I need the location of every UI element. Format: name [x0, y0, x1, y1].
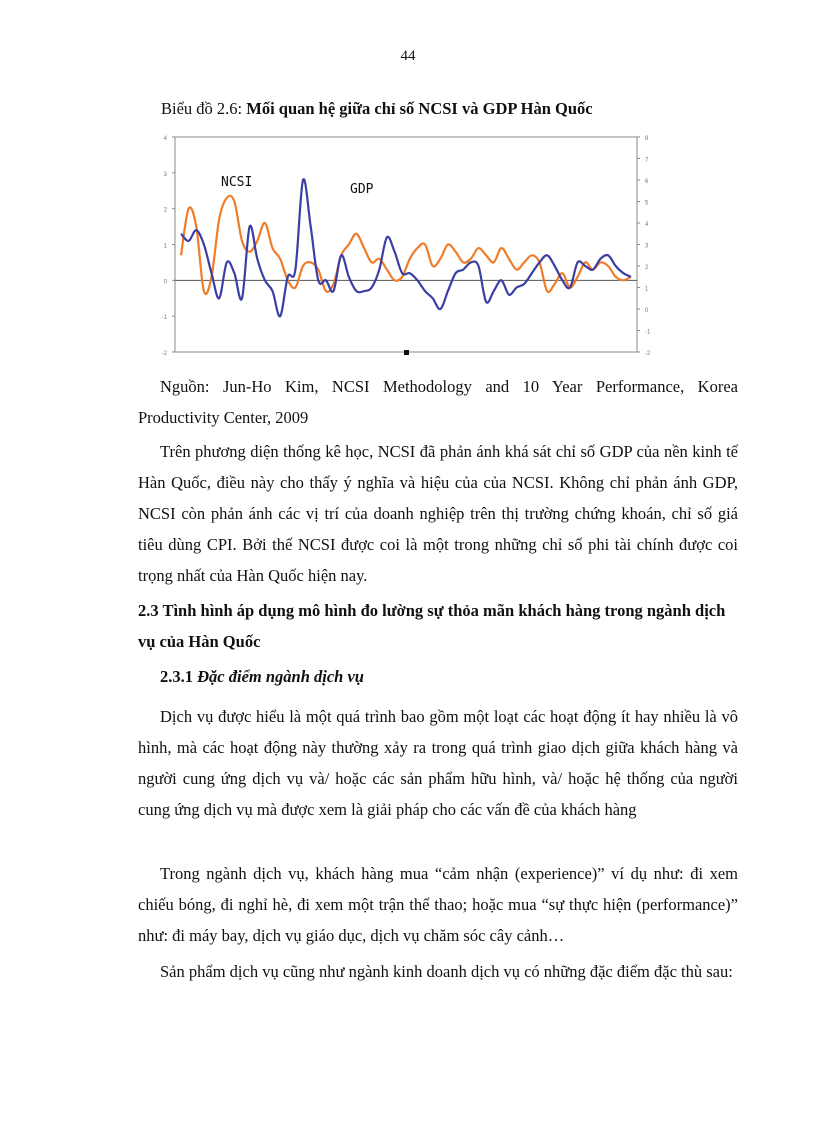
section-title: Đặc điểm ngành dịch vụ: [197, 667, 364, 686]
paragraph-service-experience: Trong ngành dịch vụ, khách hàng mua “cảm nhận (experience)” ví dụ như: đi xem chiếu bóng, đi nghỉ hè, đi xem một trận thể thao; hoặc mua “sự thực hiện (performance)” như: đi máy bay, dịch vụ giáo dục, dịch vụ chăm sóc cây cảnh…: [138, 864, 738, 945]
right-tick-label: 7: [645, 157, 649, 164]
page-number: 44: [400, 48, 416, 64]
figure-source: Nguồn: Jun-Ho Kim, NCSI Methodology and 10 Year Performance, Korea Productivity Center, 2009: [138, 377, 738, 427]
section-heading-2-3-1: [160, 661, 760, 692]
figure-caption-prefix: Biểu đồ 2.6:: [161, 99, 247, 118]
left-tick-label: 3: [163, 171, 167, 178]
right-tick-label: -2: [645, 351, 651, 357]
left-tick-label: -2: [161, 351, 167, 357]
chart-labels: [221, 175, 374, 197]
right-tick-label: -1: [645, 329, 651, 336]
section-heading-2-3: 2.3 Tình hình áp dụng mô hình đo lường sự thỏa mãn khách hàng trong ngành dịch vụ của Hàn Quốc: [138, 601, 726, 651]
left-tick-label: -1: [161, 315, 167, 322]
section-number: 2.3.1: [160, 667, 198, 686]
figure-caption: [161, 99, 593, 119]
gdp-series-label: GDP: [350, 182, 374, 197]
ncsi-gdp-line-chart: [145, 127, 665, 359]
series-line-ncsi: [181, 196, 631, 294]
series-line-gdp: [181, 179, 631, 316]
right-tick-label: 4: [645, 222, 649, 228]
left-tick-label: 2: [163, 207, 167, 214]
right-tick-label: 5: [645, 200, 649, 207]
left-tick-label: 0: [163, 279, 167, 286]
chart-series: [181, 179, 631, 316]
right-tick-label: 8: [645, 136, 649, 142]
right-tick-label: 1: [645, 286, 649, 293]
paragraph-service-features: Sản phẩm dịch vụ cũng như ngành kinh doanh dịch vụ có những đặc điểm đặc thù sau:: [160, 962, 733, 981]
chart-axes: [162, 136, 651, 357]
figure-marker: [404, 350, 409, 355]
figure-caption-title: Mối quan hệ giữa chỉ số NCSI và GDP Hàn Quốc: [246, 99, 593, 118]
ncsi-series-label: NCSI: [221, 175, 253, 190]
paragraph-service-definition: Dịch vụ được hiểu là một quá trình bao gồm một loạt các hoạt động ít hay nhiều là vô hình, mà các hoạt động này thường xảy ra trong quá trình giao dịch giữa khách hàng và người cung ứng dịch vụ và/ hoặc các sản phẩm hữu hình, và/ hoặc hệ thống của người cung ứng dịch vụ mà được xem là giải pháp cho các vấn đề của khách hàng: [138, 707, 738, 819]
left-tick-label: 4: [163, 136, 167, 142]
left-tick-label: 1: [163, 243, 167, 250]
right-tick-label: 0: [645, 308, 649, 314]
right-tick-label: 2: [645, 265, 649, 271]
right-tick-label: 3: [645, 243, 649, 250]
right-tick-label: 6: [645, 179, 649, 185]
paragraph-ncsi-gdp: Trên phương diện thống kê học, NCSI đã phản ánh khá sát chỉ số GDP của nền kinh tế Hàn Quốc, điều này cho thấy ý nghĩa và hiệu của của NCSI. Không chỉ phản ánh GDP, NCSI còn phản ánh các vị trí của doanh nghiệp trên thị trường chứng khoán, chỉ số giá tiêu dùng CPI. Bởi thế NCSI được coi là một trong những chỉ số phi tài chính được coi trọng nhất của Hàn Quốc hiện nay.: [138, 442, 738, 585]
